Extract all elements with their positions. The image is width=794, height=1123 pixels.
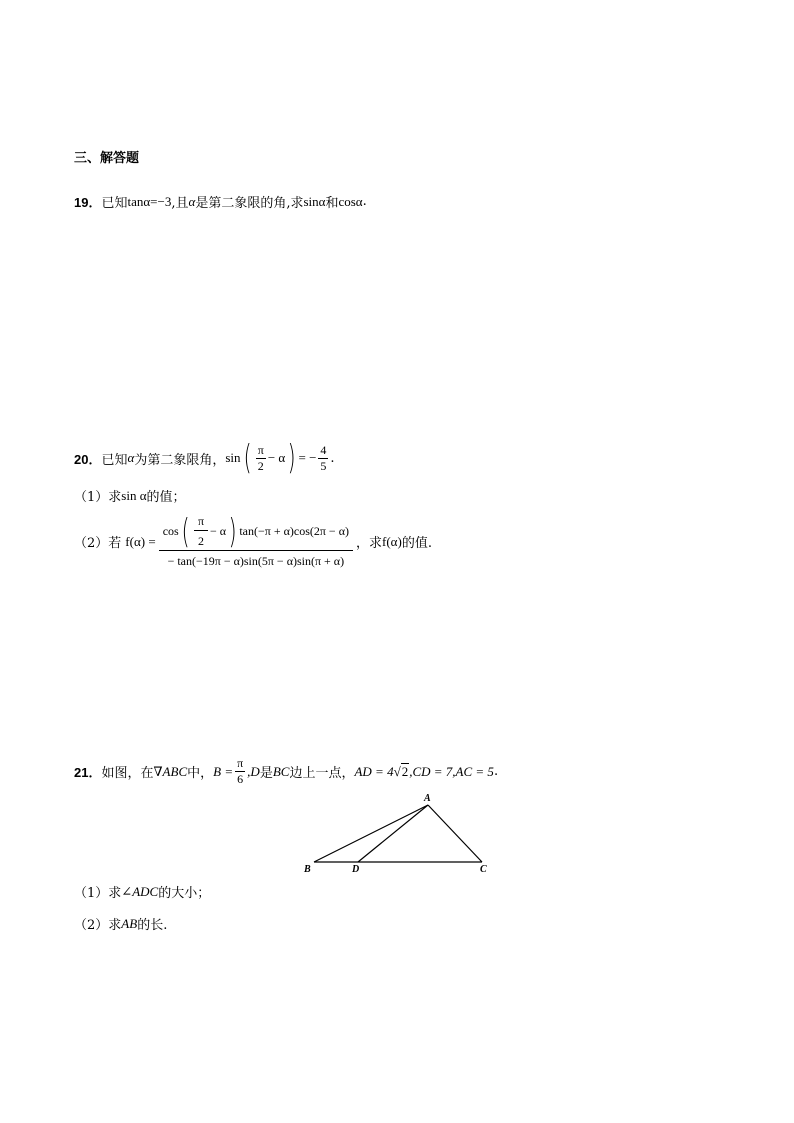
triangle-figure [300,790,500,880]
text: 的长. [137,918,168,933]
text: 求 [108,886,122,901]
math-expression: ,D [247,763,260,779]
text: 是 [259,766,273,781]
question-19 [74,192,367,211]
math-expression: B = [213,763,234,779]
question-21: 21． 如图，在 ∇ABC 中， B = $\frac{\pi}{6}$ ,D 是 BC 边上一点， AD = 4 √ 2 ,CD = 7,AC = 5 . [74,756,499,786]
part-label: （2） [74,918,109,933]
side-ac [428,805,482,862]
text: 中， [187,766,214,781]
text: 已知 [101,196,128,211]
fraction-four-fifths: $\frac{4}{5}$ [320,442,327,473]
math-expression: AD = 4 [354,763,394,779]
question-number: 21． [74,765,102,780]
text: 边上一点， [289,766,355,781]
text: 和 [325,196,339,211]
side-ba [314,805,428,862]
math-expression: f(α) [382,533,402,549]
math-expression: = − [298,450,317,465]
part-label: （1） [74,490,109,505]
math-expression: cosα [338,193,363,209]
math-sqrt: 2 [401,764,409,779]
segment-ad [358,805,428,862]
text: . [362,194,367,209]
text: 已知 [101,452,128,468]
math-expression: ,CD = 7,AC = 5 [409,763,494,779]
part-label: （1） [74,886,109,901]
math-expression: sin α [121,487,147,503]
text: 的大小； [158,886,211,901]
vertex-label-d: D [352,864,360,875]
text: 为第二象限角， [134,452,226,468]
question-number: 20． [74,451,102,467]
question-21-part-2 [74,914,167,933]
fraction-pi-over-6: $\frac{\pi}{6}$ [237,756,244,786]
text: . [493,764,499,779]
math-expression: α [127,450,135,465]
fraction-f-alpha: cos ( $\frac{\pi}{2}$ − α ) tan(−π + α)cos(2π − α) − tan(−19π − α)sin(5π − α)sin(π + α) [159,514,353,569]
math-expression: sinα [303,193,326,209]
math-sin: sin [225,450,241,465]
question-21-part-1 [74,882,210,901]
math-expression: f(α) = [125,533,156,549]
math-expression: BC [272,763,290,779]
math-expression: ∠ADC [121,883,159,899]
question-20-part-1 [74,486,186,505]
math-expression: ∇ABC [153,763,188,779]
question-20-part-2 [74,511,432,569]
math-expression: AB [121,915,138,931]
vertex-label-a: A [424,793,431,804]
math-expression: α [188,193,196,209]
text: 若 [108,536,122,551]
text: 的值. [401,536,432,551]
text: . [330,450,335,466]
text: 的值； [146,490,186,505]
vertex-label-c: C [480,864,487,875]
section-title: 三、解答题 [74,151,140,166]
text: ,且 [171,196,189,211]
text: 求 [108,490,122,505]
math-expression: − α [267,450,286,465]
text: 如图，在 [101,766,154,781]
part-label: （2） [74,536,109,551]
question-20: 20． 已知 α 为第二象限角， sin ( $\frac{\pi}{2}$ − α ) = − $\frac{4}{5}$ . [74,438,335,478]
text: ，求 [355,536,382,551]
math-expression: tanα=−3 [127,193,172,209]
text: 是第二象限的角,求 [195,196,304,211]
fraction-pi-over-2: $\frac{\pi}{2}$ [257,442,264,473]
vertex-label-b: B [304,864,311,875]
text: 求 [108,918,122,933]
question-number: 19． [74,195,102,210]
